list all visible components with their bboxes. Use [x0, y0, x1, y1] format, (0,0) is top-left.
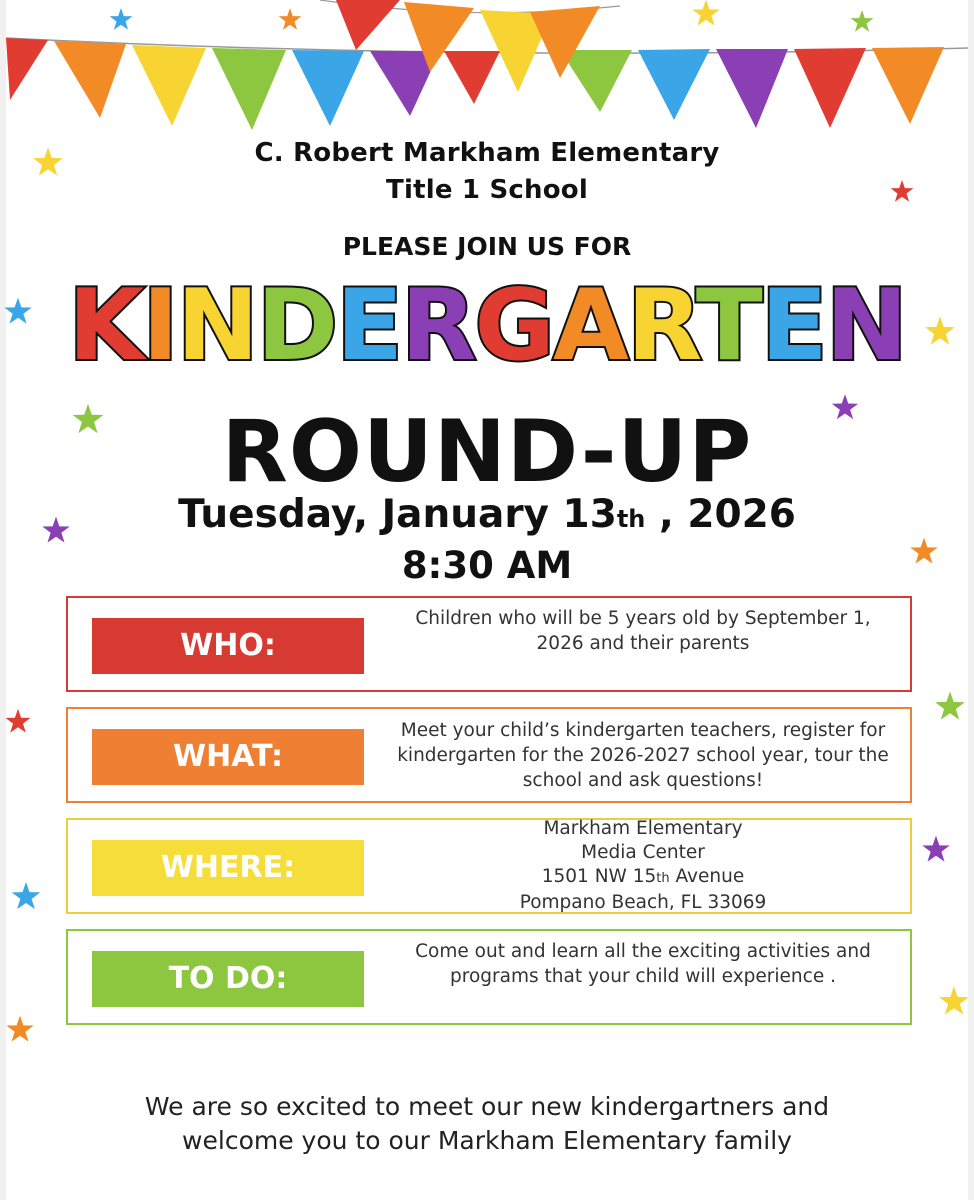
todo-label: TO DO:	[92, 951, 364, 1007]
round-up-title: ROUND-UP	[221, 402, 753, 502]
where-address-street: Avenue	[669, 866, 745, 887]
title-letter: A	[552, 269, 627, 383]
event-date-year: , 2026	[645, 492, 796, 537]
title-letter: K	[68, 269, 143, 383]
title-letter: G	[474, 269, 553, 383]
who-row	[66, 596, 912, 692]
who-line: Children who will be 5 years old by September 1,	[415, 608, 871, 629]
title-letter: R	[401, 269, 475, 383]
who-line: 2026 and their parents	[536, 633, 750, 654]
event-time: 8:30 AM	[401, 544, 573, 587]
what-label: WHAT:	[92, 729, 364, 785]
school-designation: Title 1 School	[386, 175, 588, 205]
closing-line-1: We are so excited to meet our new kindergartners and	[144, 1092, 830, 1121]
where-address	[542, 865, 744, 891]
who-description	[388, 598, 898, 690]
event-date	[0, 493, 974, 538]
title-letter: T	[695, 269, 761, 383]
title-letter: R	[626, 269, 696, 383]
what-line: Meet your child’s kindergarten teachers, register for	[400, 719, 886, 741]
where-city: Pompano Beach, FL 33069	[519, 892, 767, 913]
where-address-ordinal: th	[656, 871, 670, 886]
who-label: WHO:	[92, 618, 364, 674]
event-date-main: Tuesday, January 13	[178, 492, 617, 537]
what-description	[388, 709, 898, 801]
school-name: C. Robert Markham Elementary	[254, 138, 720, 168]
event-date-ordinal: th	[616, 505, 646, 533]
title-letter: N	[825, 269, 906, 383]
title-letter: N	[176, 269, 257, 383]
where-label: WHERE:	[92, 840, 364, 896]
what-row	[66, 707, 912, 803]
title-letter: E	[760, 269, 826, 383]
where-line: Markham Elementary	[543, 818, 743, 839]
todo-description	[388, 931, 898, 1023]
where-address-number: 1501 NW 15	[541, 866, 657, 887]
where-line: Media Center	[581, 842, 705, 863]
where-description	[388, 820, 898, 912]
title-letter: D	[256, 269, 337, 383]
invite-line: PLEASE JOIN US FOR	[342, 232, 632, 261]
todo-row	[66, 929, 912, 1025]
todo-line: Come out and learn all the exciting activities and	[415, 941, 871, 962]
kindergarten-title	[0, 270, 974, 383]
title-letter: E	[336, 269, 402, 383]
what-line: kindergarten for the 2026-2027 school year, tour the	[397, 744, 889, 766]
where-row	[66, 818, 912, 914]
what-line: school and ask questions!	[522, 769, 764, 791]
closing-message	[0, 1090, 974, 1158]
todo-line: programs that your child will experience .	[450, 966, 836, 987]
closing-line-2: welcome you to our Markham Elementary family	[182, 1126, 792, 1155]
bunting-banner	[6, 0, 968, 130]
title-letter: I	[142, 269, 177, 383]
